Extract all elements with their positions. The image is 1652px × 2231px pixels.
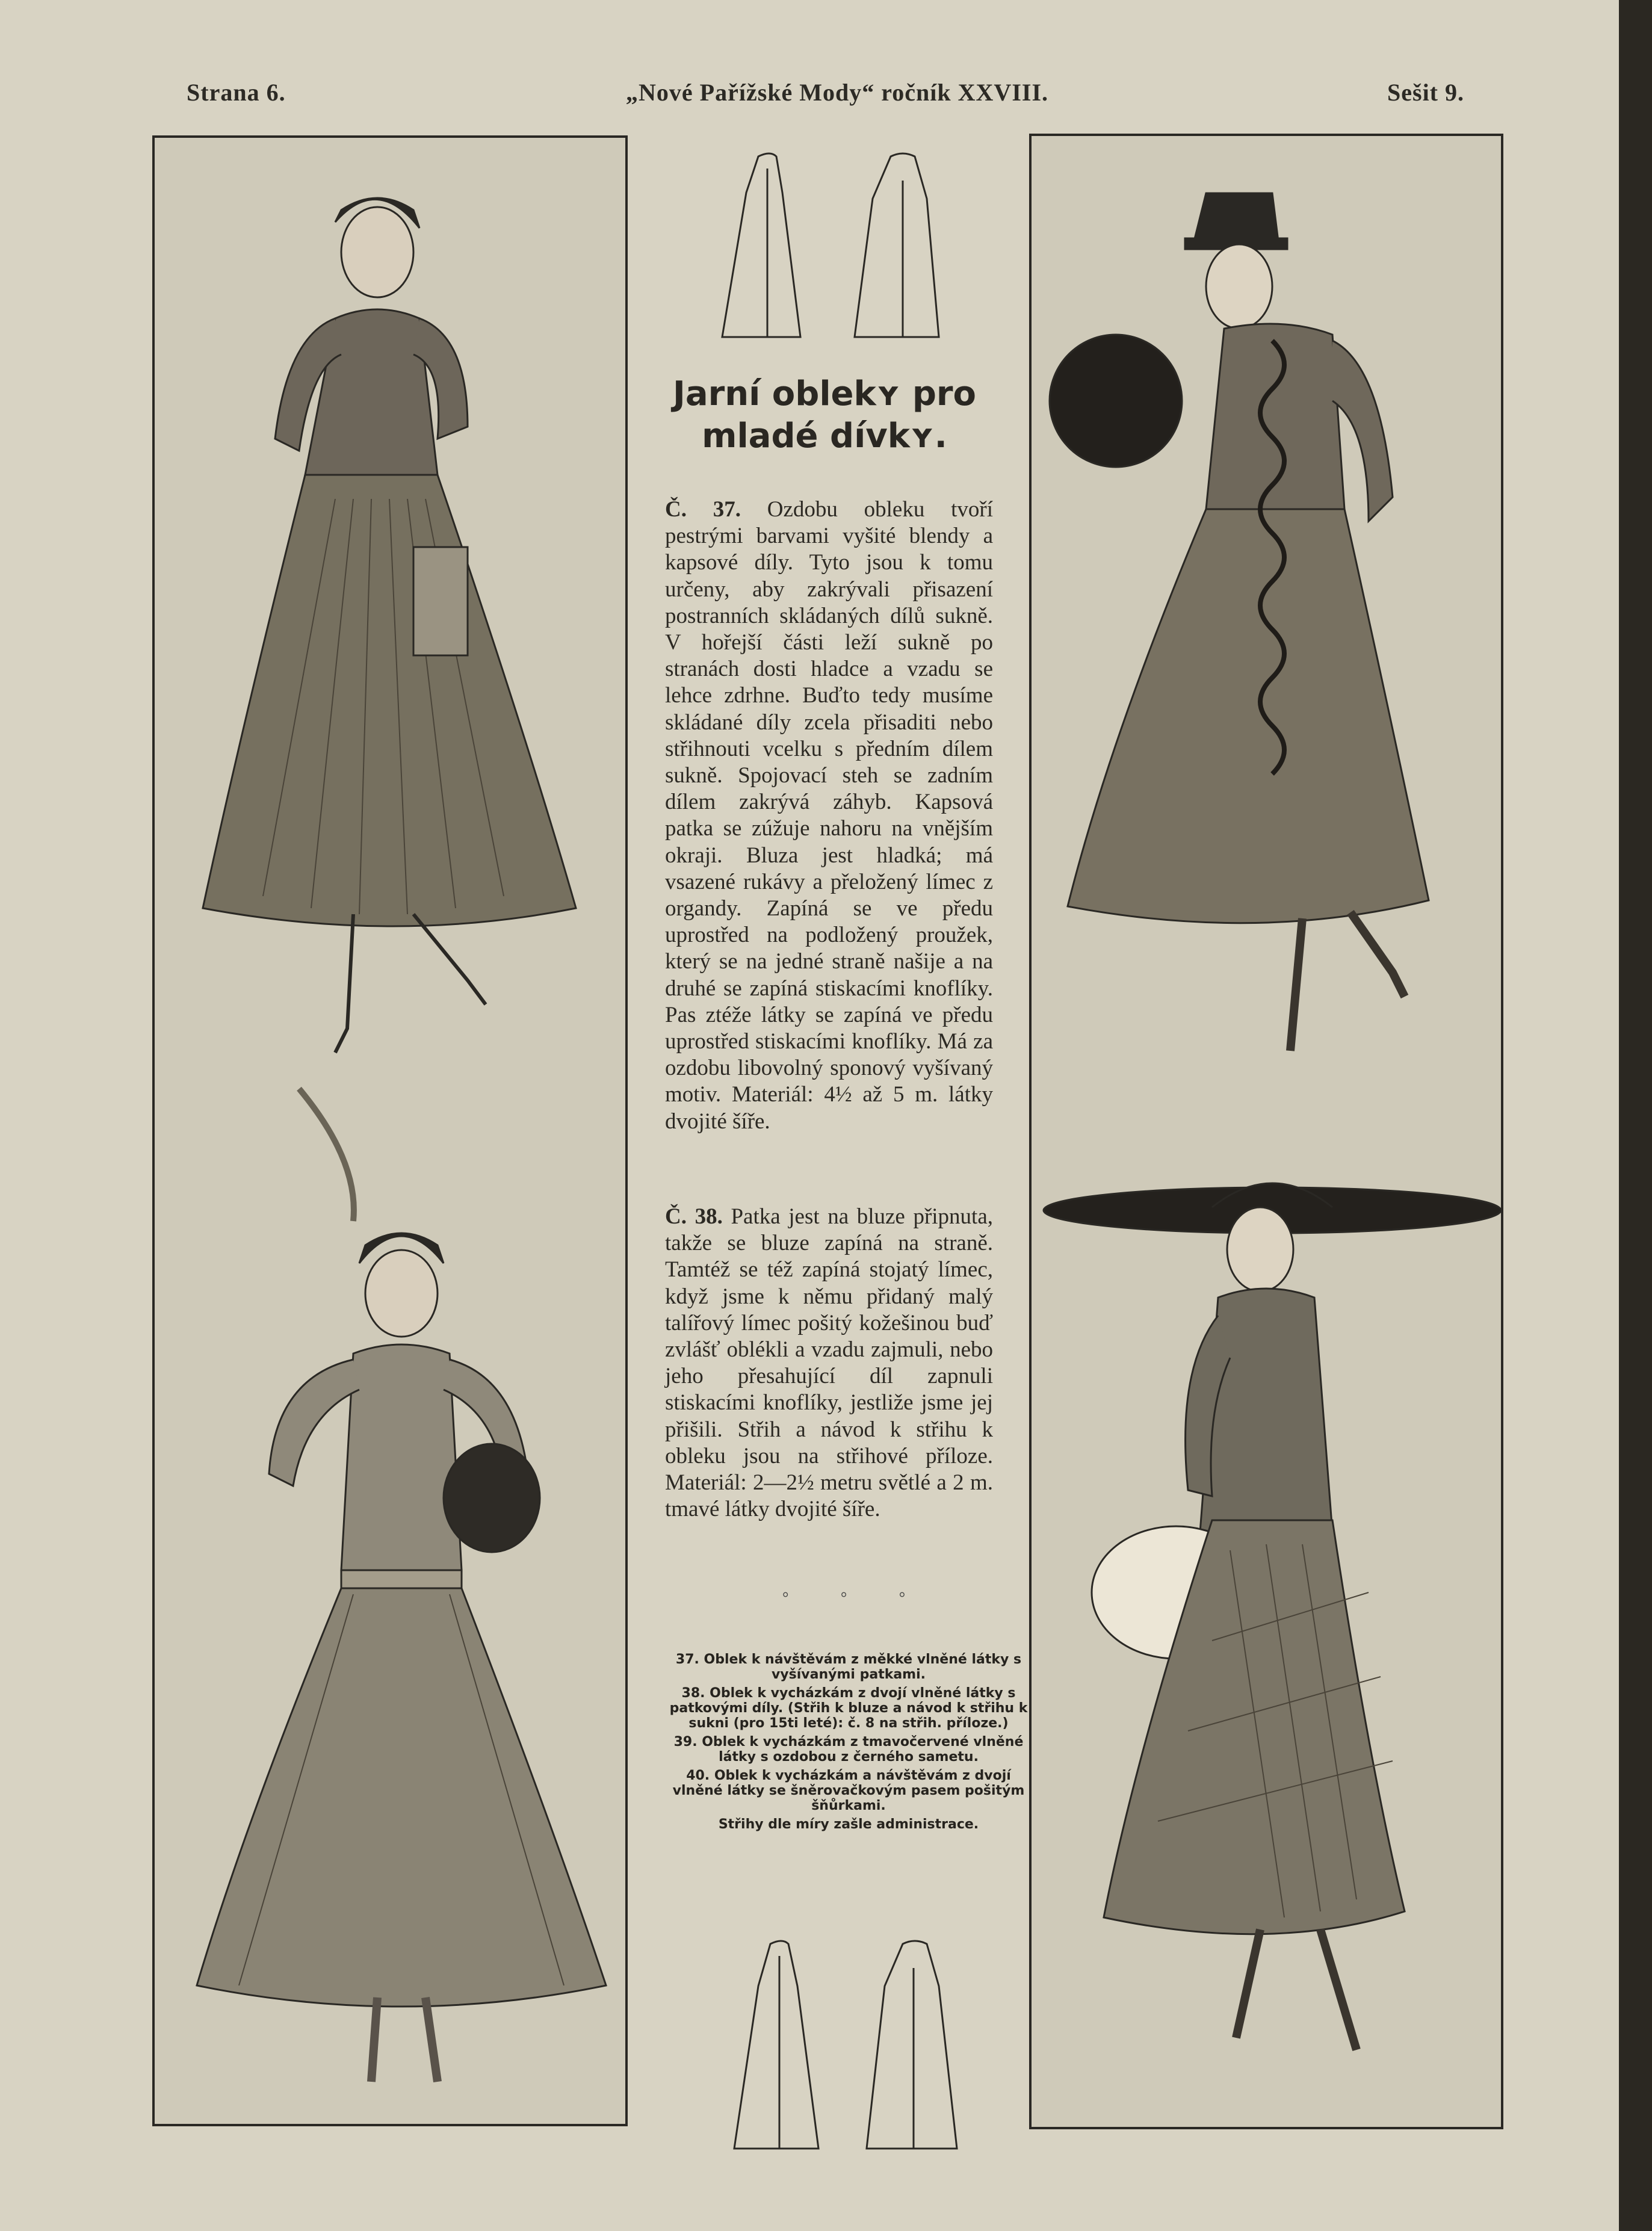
- left-plate-illustration: [155, 138, 625, 2124]
- article-title-line-2: mladé dívkʏ.: [702, 416, 947, 456]
- paragraph-38-text: Patka jest na bluze připnuta, takže se bluze zapíná na straně. Tamtéž se též zapíná stojatý límec, když jsme k němu přidaný malý talířový límec pošitý kožešinou buď zvlášť oblékli a vzadu zajmuli, nebo jeho přesahující díl zapnuli stiskacími knoflíky, jestliže jsme jej přišili. Střih a návod k střihu k obleku jsou na střihové příloze. Materiál: 2—2½ metru světlé a 2 m. tmavé látky dvojité šíře.: [665, 1204, 994, 1522]
- paragraph-38: [665, 1204, 993, 1523]
- magazine-title: „Nové Pařížské Mody“ ročník XXVIII.: [626, 79, 1049, 106]
- pattern-sketch-top: [710, 144, 963, 349]
- paragraph-37-label: Č. 37.: [665, 497, 741, 522]
- right-fashion-plate: [1029, 134, 1503, 2129]
- caption-administration: Střihy dle míry zašle administrace.: [718, 1817, 979, 1832]
- caption-37: 37. Oblek k návštěvám z měkké vlněné látky s vyšívanými patkami.: [675, 1652, 1022, 1682]
- paragraph-37: [665, 497, 993, 1195]
- issue-number: Sešit 9.: [1387, 79, 1464, 106]
- section-divider: ° ° °: [782, 1589, 930, 1606]
- caption-39: 39. Oblek k vycházkám z tmavočervené vlněné látky s ozdobou z černého sametu.: [673, 1734, 1024, 1765]
- paragraph-37-text: Ozdobu obleku tvoří pestrými barvami vyšité blendy a kapsové díly. Tyto jsou k tomu určeny, aby zakrývali přisazení postranních skládaných dílů sukně. V hořejší části leží sukně po stranách dosti hladce a vzadu se lehce zdrhne. Buďto tedy musíme skládané díly zcela přisaditi nebo střihnouti vcelku s předním dílem sukně. Spojovací steh se zadním dílem zakrývá záhyb. Kapsová patka se zúžuje nahoru na vnějším okraji. Bluza jest hladká; má vsazené rukávy a přeložený límec z organdy. Zapíná se ve předu uprostřed na podložený proužek, který se na jedné straně našije a na druhé se zapíná stiskacími knoflíky. Pas ztéže látky se zapíná ve předu uprostřed stiskacími knoflíky. Má za ozdobu libovolný sponový vyšívaný motiv. Materiál: 4½ až 5 m. látky dvojité šíře.: [665, 497, 993, 1134]
- left-fashion-plate: [152, 135, 628, 2126]
- article-title-line-1: Jarní oblekʏ pro: [673, 374, 976, 413]
- pattern-sketch-bottom: [722, 1932, 975, 2161]
- page-number: Strana 6.: [187, 79, 286, 106]
- caption-38: 38. Oblek k vycházkám z dvojí vlněné látky s patkovými díly. (Střih k bluze a návod k střihu k sukni (pro 15ti leté): č. 8 na střih. příloze.): [669, 1686, 1028, 1731]
- article-title: [638, 373, 1011, 457]
- paragraph-38-label: Č. 38.: [665, 1204, 723, 1229]
- right-plate-illustration: [1032, 136, 1501, 2127]
- caption-40: 40. Oblek k vycházkám a návštěvám z dvojí vlněné látky se šněrovačkovým pasem pošitým šňůrkami.: [672, 1768, 1025, 1813]
- figure-captions: [662, 1652, 1035, 1836]
- page-edge: [1619, 0, 1652, 2231]
